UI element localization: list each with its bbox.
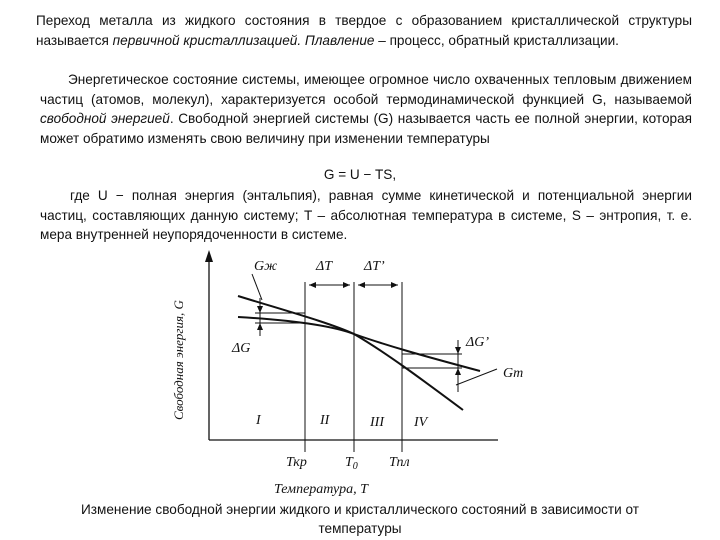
- delta-t2-label: ΔT’: [364, 259, 385, 274]
- region-i-label: I: [256, 413, 261, 428]
- curve-liquid-label: Gж: [254, 259, 278, 274]
- t-cr-label: Ткр: [286, 455, 307, 470]
- y-axis-label: Свободная энергия, G: [171, 300, 186, 420]
- term-primary-crystallization: первичной кристаллизацией.: [112, 32, 302, 48]
- t-melt-label: Тпл: [389, 455, 410, 470]
- curve-solid: [238, 317, 480, 371]
- y-axis-arrow: [205, 250, 213, 262]
- t0-subscript: 0: [352, 461, 358, 472]
- delta-t-label: ΔT: [316, 259, 333, 274]
- t0-label: [345, 455, 358, 472]
- liquid-curve-leader: [252, 274, 262, 300]
- region-iv-label: IV: [414, 415, 428, 430]
- p1-text-a: Переход металла из жидкого состояния в твердое с образованием кристаллической структуры называется: [36, 13, 692, 48]
- p2-text-a: Энергетическое состояние системы, имеющее огромное число охваченных тепловым движением частиц (атомов, молекул), характеризуется особой термодинамической функцией G, называемой: [40, 72, 692, 107]
- region-ii-label: II: [320, 413, 330, 428]
- term-melting: Плавление: [304, 32, 375, 48]
- t0-main: T: [345, 455, 353, 470]
- delta-g2-label: ΔG’: [466, 335, 489, 350]
- delta-g-label: ΔG: [232, 341, 251, 356]
- formula-gibbs: G = U − TS,: [323, 167, 397, 182]
- p1-text-c: – процесс, обратный кристаллизации.: [374, 32, 619, 48]
- term-free-energy: свободной энергией: [40, 111, 170, 126]
- x-axis-label: Температура, T: [274, 482, 368, 497]
- paragraph-definitions: где U − полная энергия (энтальпия), равная сумме кинетической и потенциальной энергии частиц, составляющих данную систему; T – абсолютная температура в системе, S – энтропия, т. е. мера внутренней неупорядоченности в системе.: [40, 188, 692, 242]
- p2-text-b: . Свободной энергией системы (G) называется часть ее полной энергии, которая может обратимо изменять свою величину при изменении температуры: [40, 111, 693, 146]
- figure-caption: Изменение свободной энергии жидкого и кристаллического состояний в зависимости от температуры: [80, 502, 640, 536]
- solid-curve-leader: [456, 369, 497, 385]
- region-iii-label: III: [370, 415, 384, 430]
- curve-solid-label: Gт: [503, 366, 524, 381]
